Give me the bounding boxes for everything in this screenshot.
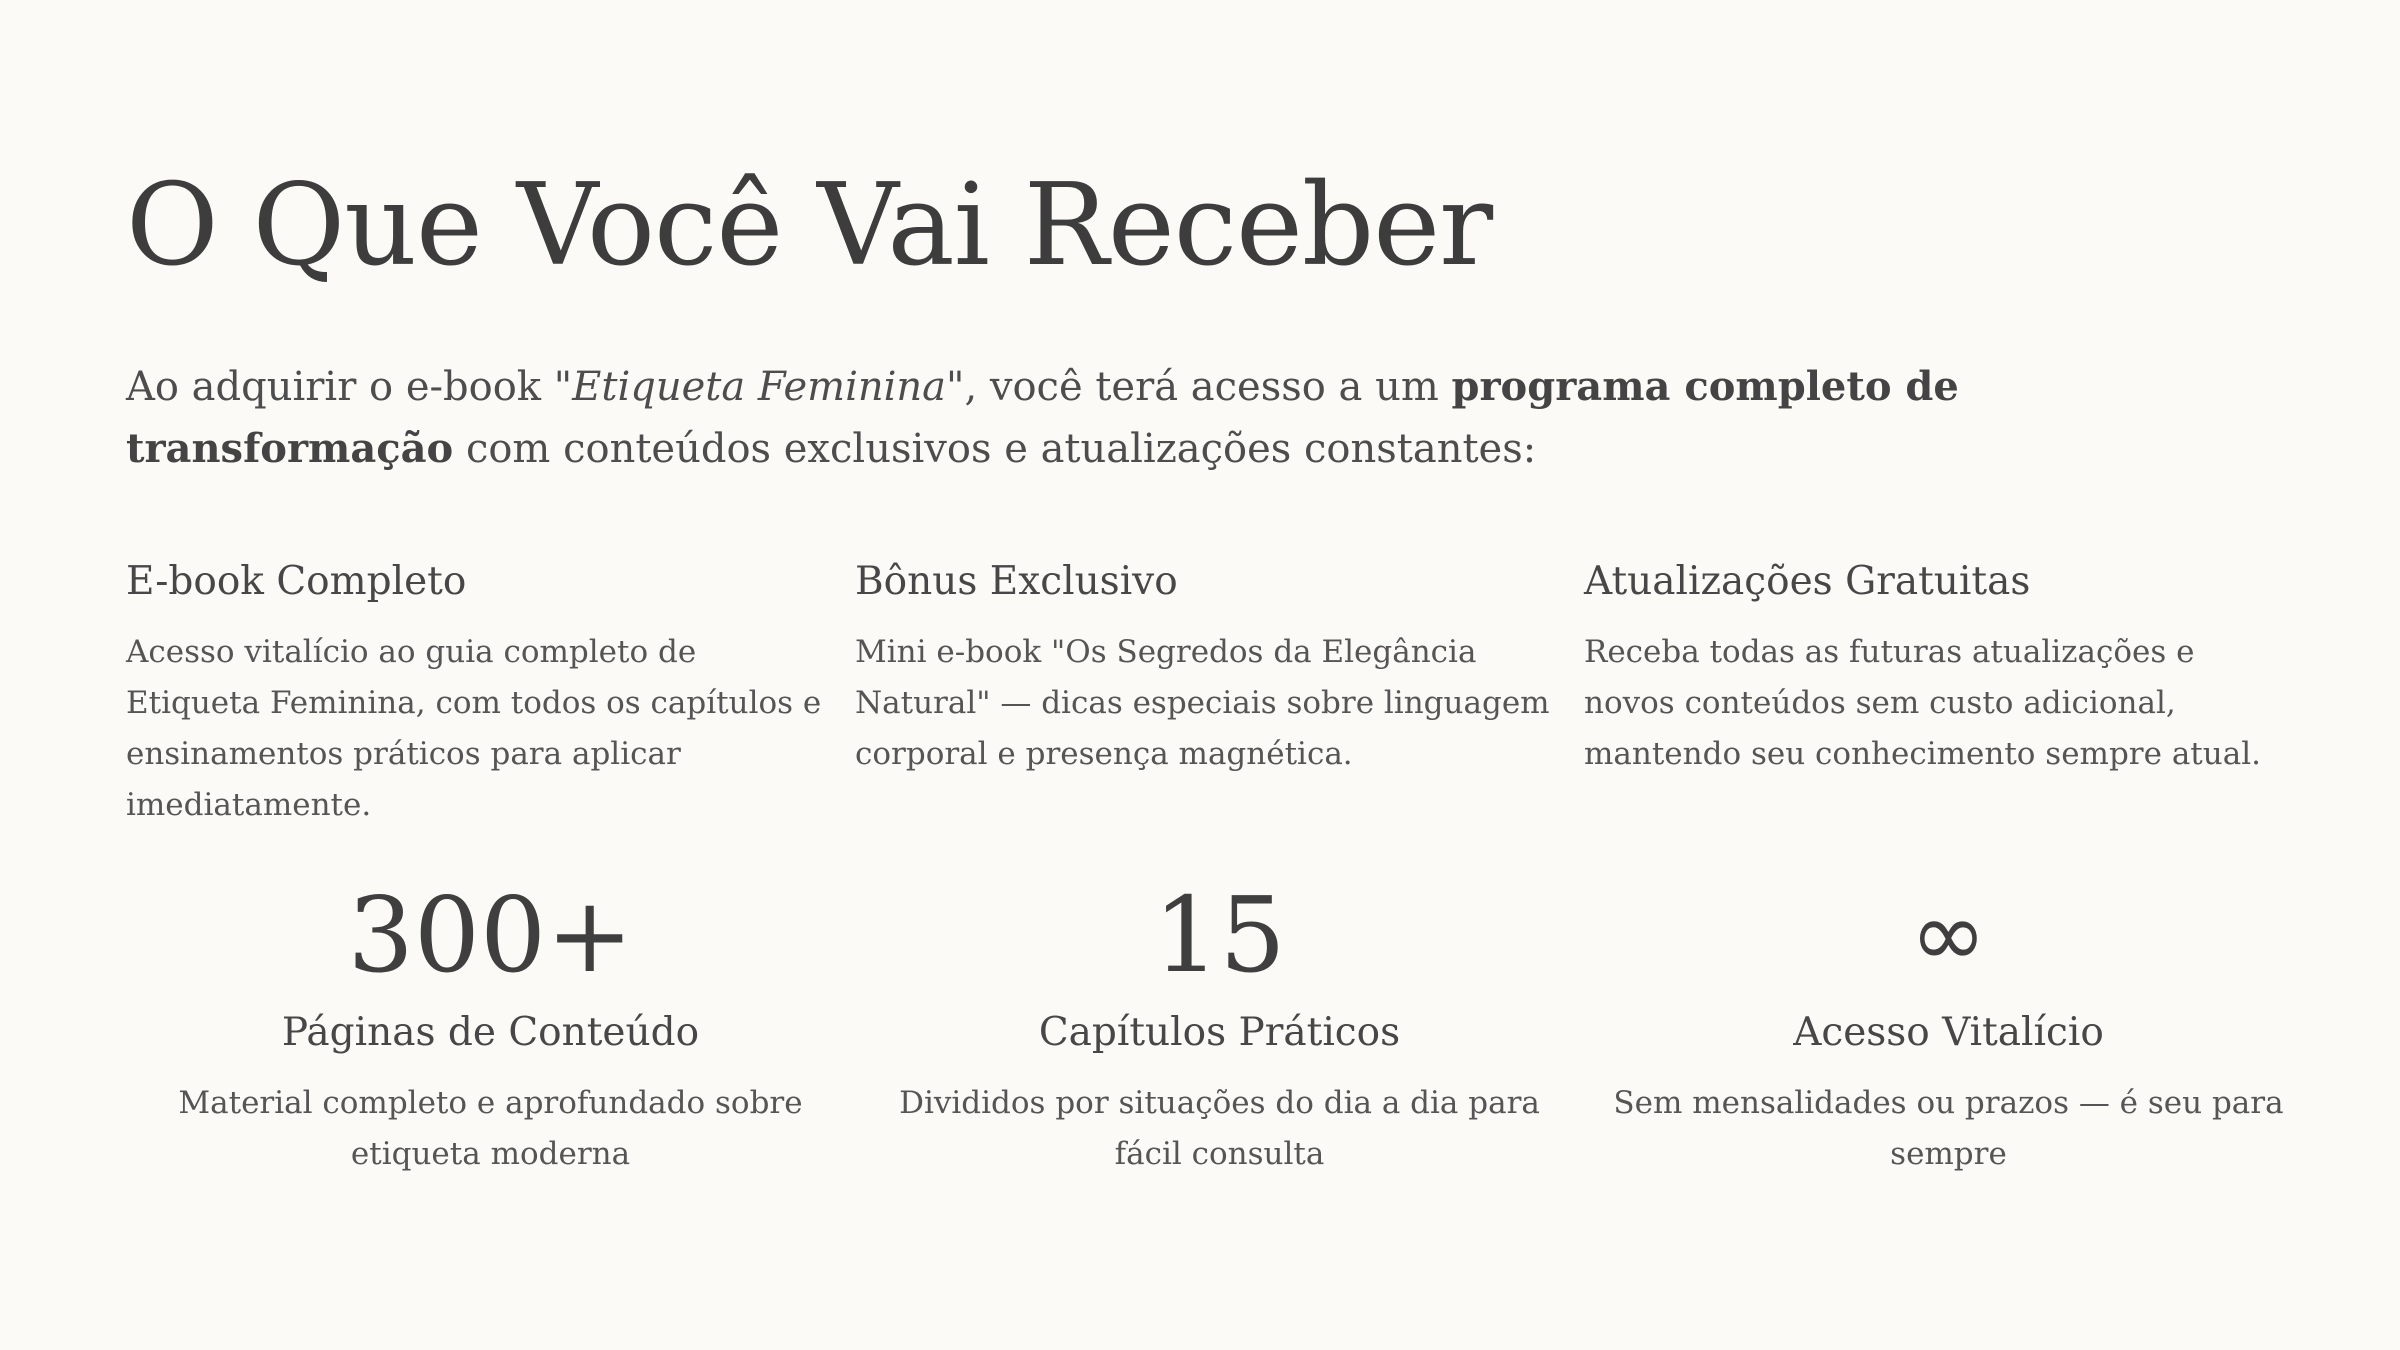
intro-paragraph <box>126 356 2276 480</box>
features-grid <box>126 551 2276 831</box>
stat-description: Sem mensalidades ou prazos — é seu para sempre <box>1613 1085 2284 1172</box>
feature-title: Atualizações Gratuitas <box>1584 559 2031 604</box>
intro-text-start: Ao adquirir o e-book <box>126 364 554 410</box>
feature-title: Bônus Exclusivo <box>855 559 1178 604</box>
stat-description: Material completo e aprofundado sobre etiqueta moderna <box>178 1085 803 1172</box>
intro-highlight: programa completo de transformação <box>126 363 1959 472</box>
feature-description: Receba todas as futuras atualizações e novos conteúdos sem custo adicional, mantendo seu conhecimento sempre atual. <box>1584 634 2261 772</box>
feature-description: Acesso vitalício ao guia completo de Etiqueta Feminina, com todos os capítulos e ensinamentos práticos para aplicar imediatamente. <box>126 634 822 823</box>
stat-number: 300+ <box>347 874 634 996</box>
feature-title: E-book Completo <box>126 559 467 604</box>
feature-updates <box>1584 551 2313 831</box>
stat-pages <box>126 870 855 1180</box>
stat-label: Páginas de Conteúdo <box>281 1010 700 1055</box>
infinity-icon: ∞ <box>1910 881 1987 988</box>
feature-ebook <box>126 551 855 831</box>
stat-label: Acesso Vitalício <box>1793 1010 2104 1055</box>
intro-text-end: com conteúdos exclusivos e atualizações constantes: <box>453 426 1537 472</box>
stat-chapters <box>855 870 1584 1180</box>
intro-text-middle: , você terá acesso a um <box>964 364 1452 410</box>
stat-lifetime-access <box>1584 870 2313 1180</box>
book-title: "Etiqueta Feminina" <box>553 364 965 410</box>
section-title: O Que Você Vai Receber <box>126 159 1493 291</box>
stat-number: 15 <box>1153 874 1286 996</box>
stat-label: Capítulos Práticos <box>1038 1010 1401 1055</box>
stats-grid <box>126 870 2316 1180</box>
feature-description: Mini e-book "Os Segredos da Elegância Natural" — dicas especiais sobre linguagem corporal e presença magnética. <box>855 634 1550 772</box>
stat-description: Divididos por situações do dia a dia para fácil consulta <box>899 1085 1540 1172</box>
feature-bonus <box>855 551 1584 831</box>
